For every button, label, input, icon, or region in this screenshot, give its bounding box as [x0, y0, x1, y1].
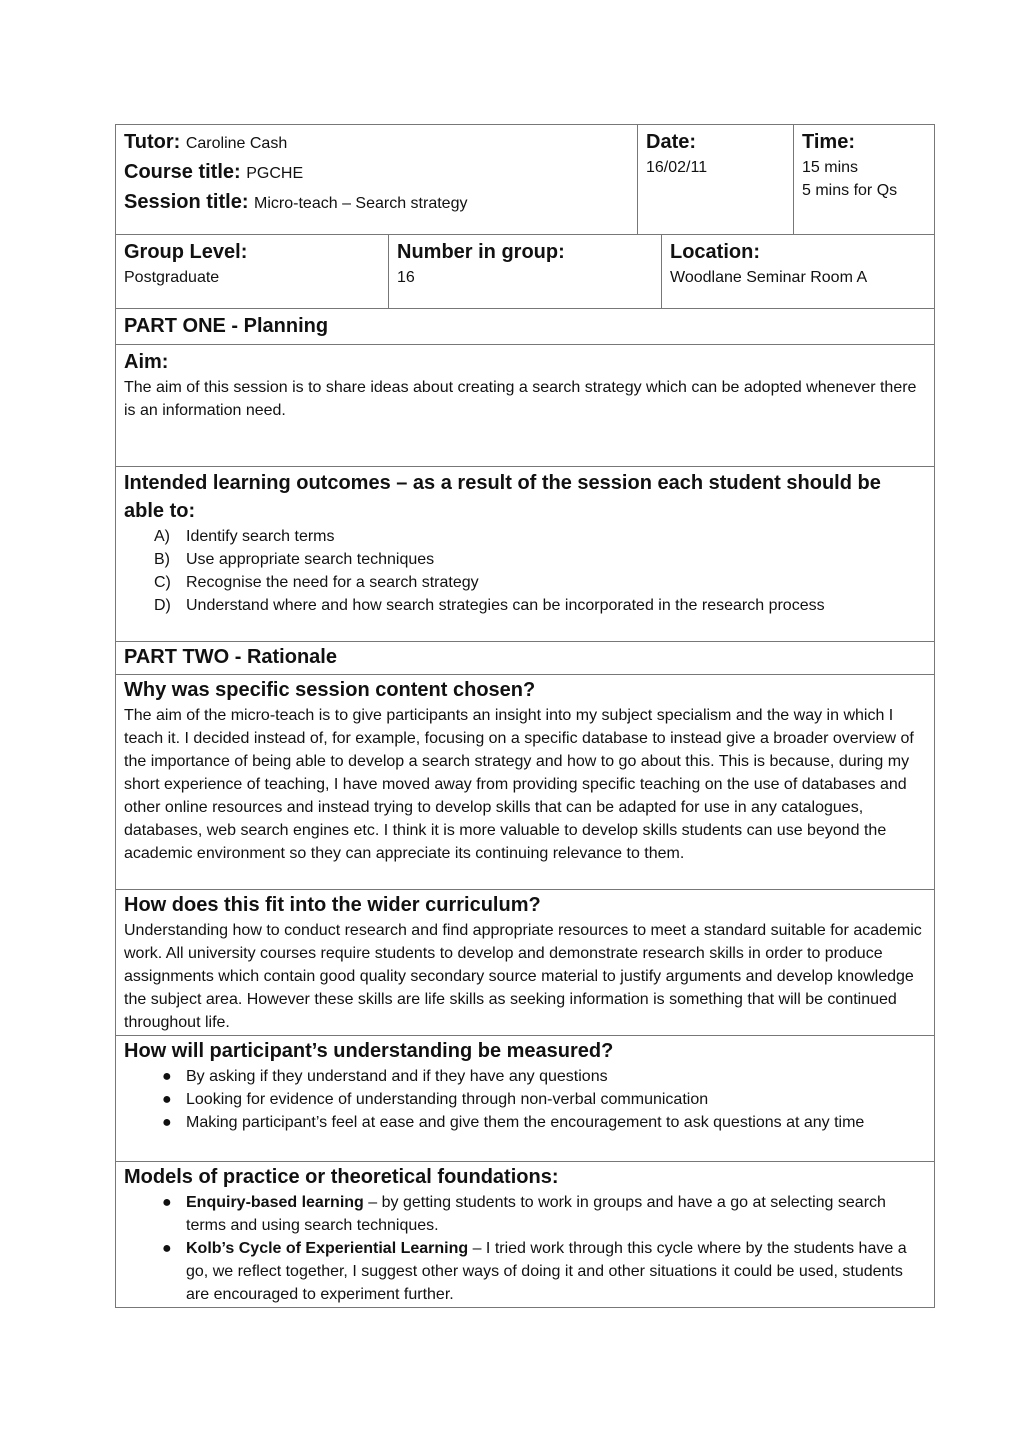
tutor-label: Tutor: [124, 131, 181, 153]
bullet-icon: ● [162, 1068, 172, 1085]
models-item-title: Enquiry-based learning [186, 1194, 364, 1211]
part-one-row [116, 309, 934, 345]
part-two-title: PART TWO - Rationale [124, 646, 337, 668]
part-two-row [116, 642, 934, 675]
outcomes-row [116, 467, 934, 642]
location-cell [661, 235, 934, 308]
location-label: Location: [670, 241, 760, 263]
bullet-icon: ● [162, 1091, 172, 1108]
models-row [116, 1162, 934, 1308]
measured-text: Looking for evidence of understanding through non-verbal communication [186, 1091, 709, 1108]
group-level-cell [116, 235, 388, 308]
part-one-cell [116, 309, 934, 344]
course-value: PGCHE [246, 165, 304, 182]
aim-cell [116, 345, 934, 466]
course-label: Course title: [124, 161, 241, 183]
aim-row [116, 345, 934, 467]
part-one-title: PART ONE - Planning [124, 315, 329, 337]
tutor-value: Caroline Cash [185, 135, 288, 152]
group-row [116, 235, 934, 309]
time-label: Time: [802, 131, 855, 153]
bullet-icon: ● [162, 1240, 172, 1257]
measured-text: By asking if they understand and if they have any questions [186, 1068, 608, 1085]
outcome-text: Identify search terms [186, 528, 335, 545]
tutor-course-cell [116, 125, 637, 234]
models-item-title: Kolb’s Cycle of Experiential Learning [186, 1240, 469, 1257]
bullet-icon: ● [162, 1194, 172, 1211]
outcome-marker: A) [154, 528, 170, 545]
outcome-marker: C) [154, 574, 171, 591]
outcome-text: Recognise the need for a search strategy [186, 574, 479, 591]
measured-item [124, 1088, 926, 1111]
part-two-cell [116, 642, 934, 674]
outcomes-cell [116, 467, 934, 641]
header-row [116, 125, 934, 235]
curriculum-text: Understanding how to conduct research and find appropriate resources to meet a standard suitable for academic work. All university courses require students to develop and demonstrate research skills in order to produce assignments which contain good quality secondary source material to justify arguments and develop knowledge the subject area. However these skills are life skills as seeking information is something that will be continued throughout life. [124, 922, 922, 1031]
outcome-text: Use appropriate search techniques [186, 551, 435, 568]
outcome-item [124, 525, 926, 548]
session-label: Session title: [124, 191, 249, 213]
models-heading: Models of practice or theoretical foundations: [124, 1166, 559, 1188]
measured-item [124, 1111, 926, 1134]
number-label: Number in group: [397, 241, 565, 263]
outcome-marker: B) [154, 551, 170, 568]
outcome-item [124, 548, 926, 571]
outcome-item [124, 571, 926, 594]
aim-label: Aim: [124, 351, 169, 373]
number-cell [388, 235, 661, 308]
date-label: Date: [646, 131, 697, 153]
models-item [124, 1237, 926, 1306]
content-chosen-heading: Why was specific session content chosen? [124, 679, 536, 701]
group-level-value: Postgraduate [124, 269, 220, 286]
time-line1: 15 mins [802, 159, 859, 176]
curriculum-heading: How does this fit into the wider curriculum? [124, 894, 541, 916]
measured-item [124, 1065, 926, 1088]
bullet-icon: ● [162, 1114, 172, 1131]
outcomes-list [124, 525, 926, 617]
outcome-marker: D) [154, 597, 171, 614]
aim-text: The aim of this session is to share ideas about creating a search strategy which can be adopted whenever there is an information need. [124, 379, 917, 419]
group-level-label: Group Level: [124, 241, 248, 263]
outcome-item [124, 594, 926, 617]
models-list [124, 1191, 926, 1306]
measured-row [116, 1036, 934, 1162]
models-cell [116, 1162, 934, 1308]
models-item-text: – I tried work through this cycle where by the students have a go, we reflect together, I suggest other ways of doing it and other situations it could be used, students are encouraged to experiment further. [186, 1240, 907, 1303]
session-value: Micro-teach – Search strategy [254, 195, 468, 212]
measured-list [124, 1065, 926, 1134]
models-item [124, 1191, 926, 1237]
time-cell [793, 125, 934, 234]
measured-text: Making participant’s feel at ease and give them the encouragement to ask questions at any time [186, 1114, 865, 1131]
location-value: Woodlane Seminar Room A [670, 269, 868, 286]
date-cell [637, 125, 793, 234]
models-item-text: – by getting students to work in groups and have a go at selecting search terms and using search techniques. [186, 1194, 886, 1234]
outcomes-heading: Intended learning outcomes – as a result of the session each student should be able to: [124, 472, 881, 522]
lesson-plan-form [115, 124, 935, 1308]
outcome-text: Understand where and how search strategies can be incorporated in the research process [186, 597, 825, 614]
content-chosen-cell [116, 675, 934, 889]
content-chosen-row [116, 675, 934, 890]
time-line2: 5 mins for Qs [802, 182, 898, 199]
measured-heading: How will participant’s understanding be measured? [124, 1040, 614, 1062]
measured-cell [116, 1036, 934, 1161]
date-value: 16/02/11 [646, 159, 708, 176]
curriculum-cell [116, 890, 934, 1035]
content-chosen-text: The aim of the micro-teach is to give participants an insight into my subject specialism and the way in which I teach it. I decided instead of, for example, focusing on a specific database to instead give a broader overview of the importance of being able to develop a search strategy and how to go about this. This is because, during my short experience of teaching, I have moved away from providing specific teaching on the use of databases and other online resources and instead trying to develop skills that can be adapted for use in any catalogues, databases, web search engines etc. I think it is more valuable to develop skills students can use beyond the academic environment so they can appreciate its continuing relevance to them. [124, 707, 914, 862]
curriculum-row [116, 890, 934, 1036]
number-value: 16 [397, 269, 415, 286]
